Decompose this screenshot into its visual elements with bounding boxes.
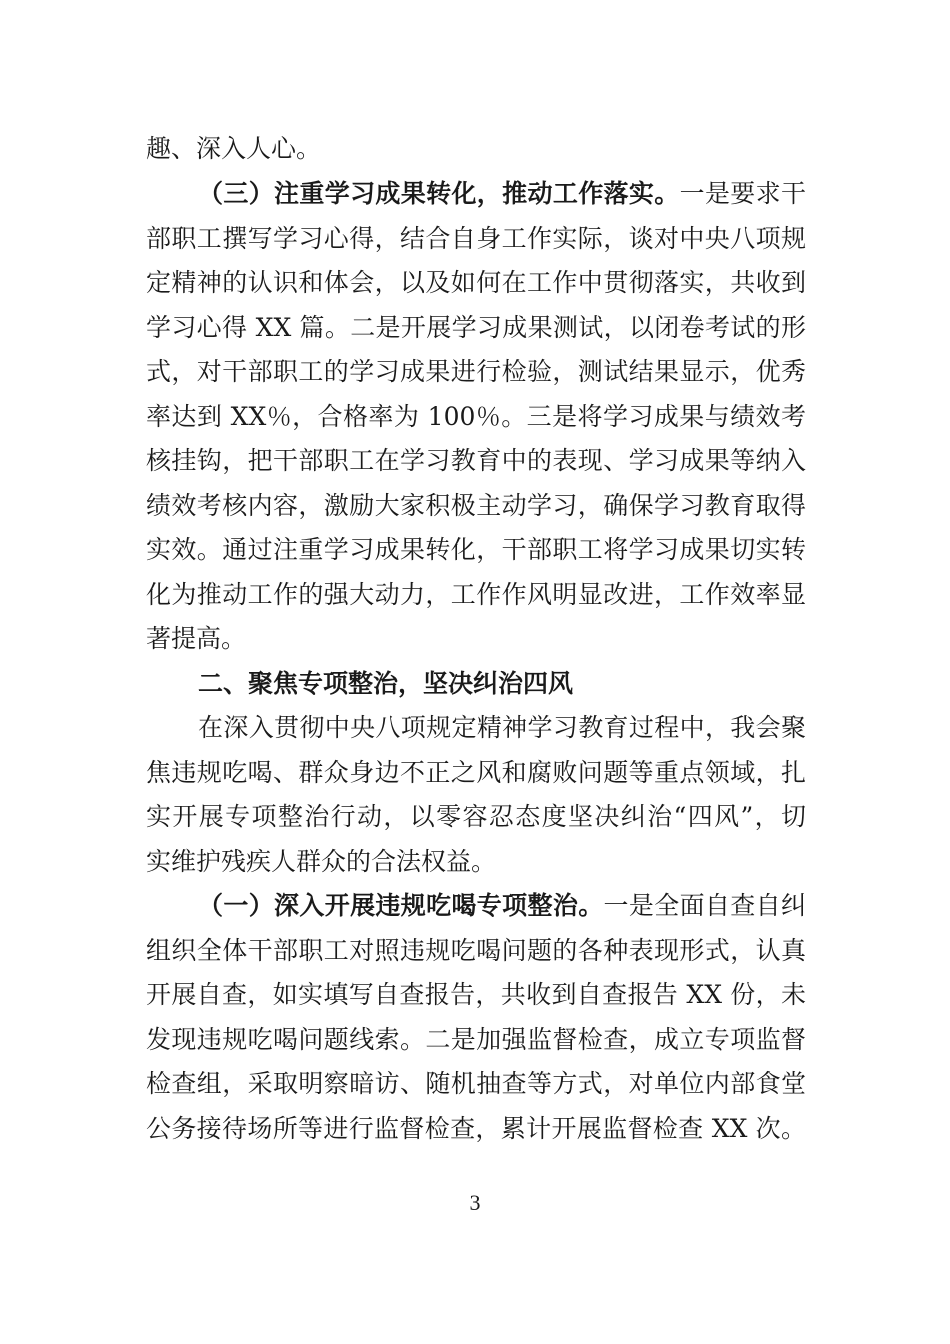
body-line: 实效。通过注重学习成果转化，干部职工将学习成果切实转: [146, 535, 806, 564]
subheading-lead: （三）注重学习成果转化，推动工作落实。: [198, 179, 680, 208]
body-line: 焦违规吃喝、群众身边不正之风和腐败问题等重点领域，扎: [146, 758, 806, 787]
body-line: 检查组，采取明察暗访、随机抽查等方式，对单位内部食堂: [146, 1069, 806, 1098]
body-line: 在深入贯彻中央八项规定精神学习教育过程中，我会聚: [198, 713, 806, 742]
body-line: 定精神的认识和体会，以及如何在工作中贯彻落实，共收到: [146, 268, 806, 297]
body-line: 学习心得 XX 篇。二是开展学习成果测试，以闭卷考试的形: [146, 313, 806, 342]
subheading-line: （三）注重学习成果转化，推动工作落实。一是要求干: [198, 179, 806, 208]
body-line: 式，对干部职工的学习成果进行检验，测试结果显示，优秀: [146, 357, 806, 386]
body-line: 化为推动工作的强大动力，工作作风明显改进，工作效率显: [146, 580, 806, 609]
body-line: 公务接待场所等进行监督检查，累计开展监督检查 XX 次。: [146, 1114, 806, 1143]
body-line: 著提高。: [146, 624, 247, 653]
body-line: 组织全体干部职工对照违规吃喝问题的各种表现形式，认真: [146, 936, 806, 965]
page-number: 3: [469, 1190, 481, 1215]
body-line: 发现违规吃喝问题线索。二是加强监督检查，成立专项监督: [146, 1025, 806, 1054]
subheading-lead: （一）深入开展违规吃喝专项整治。: [198, 891, 604, 920]
body-line: 实维护残疾人群众的合法权益。: [146, 847, 497, 876]
body-line: 趣、深入人心。: [146, 134, 322, 163]
body-line: 率达到 XX％，合格率为 100％。三是将学习成果与绩效考: [146, 402, 806, 431]
body-line: 核挂钩，把干部职工在学习教育中的表现、学习成果等纳入: [146, 446, 806, 475]
body-line: 实开展专项整治行动，以零容忍态度坚决纠治“四风”，切: [146, 802, 806, 831]
subheading-line: （一）深入开展违规吃喝专项整治。一是全面自查自纠: [198, 891, 806, 920]
body-line: 开展自查，如实填写自查报告，共收到自查报告 XX 份，未: [146, 980, 806, 1009]
body-line: 绩效考核内容，激励大家积极主动学习，确保学习教育取得: [146, 491, 806, 520]
section-heading: 二、聚焦专项整治，坚决纠治四风: [198, 669, 574, 698]
body-line: 部职工撰写学习心得，结合自身工作实际，谈对中央八项规: [146, 224, 806, 253]
